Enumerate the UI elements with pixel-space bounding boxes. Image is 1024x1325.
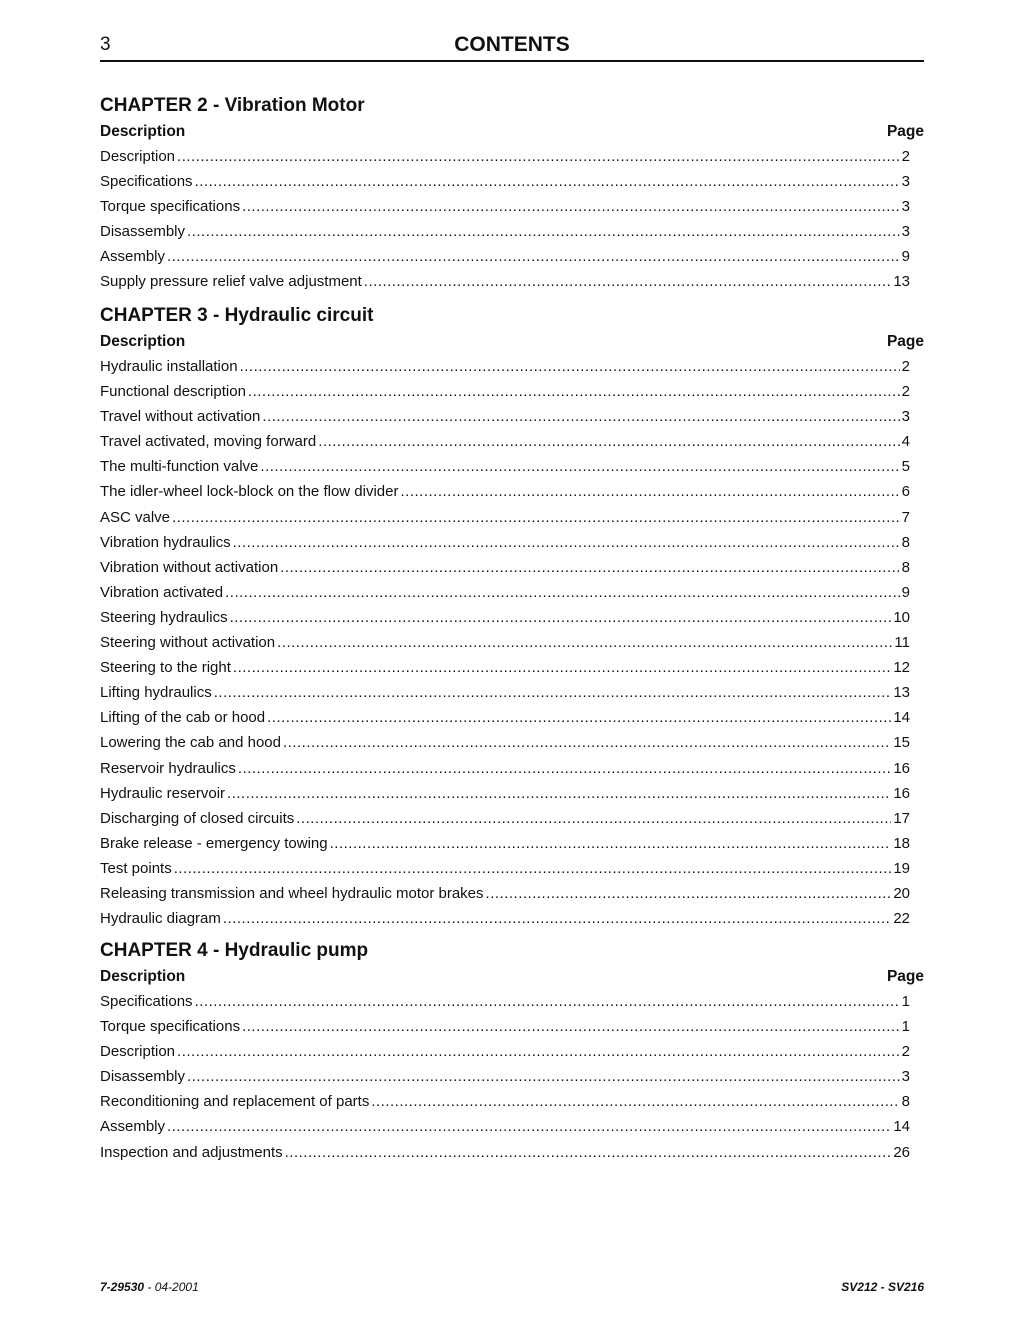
toc-entry-label: The idler-wheel lock-block on the flow divider — [100, 483, 399, 501]
dot-leader — [242, 1014, 900, 1039]
dot-leader — [296, 806, 891, 831]
dot-leader — [262, 404, 899, 429]
toc-entry-label: Steering hydraulics — [100, 608, 228, 626]
toc-entry-label: Reconditioning and replacement of parts — [100, 1093, 370, 1111]
toc-entry — [100, 169, 910, 194]
toc-entry-label: Hydraulic installation — [100, 358, 238, 375]
toc-entry-page: 8 — [901, 1093, 910, 1111]
toc-entry-page: 3 — [901, 1068, 910, 1086]
dot-leader — [280, 555, 899, 580]
toc-entry-page: 1 — [901, 993, 910, 1010]
dot-leader — [230, 605, 892, 630]
page-column-header: Page — [886, 968, 924, 985]
chapter-3-section — [100, 302, 924, 931]
toc-entry-page: 7 — [901, 508, 910, 526]
toc-entry-page: 22 — [893, 910, 910, 928]
dot-leader — [283, 730, 891, 755]
toc-entry-label: Discharging of closed circuits — [100, 809, 295, 827]
toc-entry-label: Hydraulic reservoir — [100, 784, 226, 802]
toc-entry — [100, 404, 910, 429]
toc-entry-page: 17 — [893, 809, 910, 827]
page-number: 3 — [100, 34, 111, 55]
toc-entry — [100, 655, 910, 680]
doc-date: - 04-2001 — [144, 1280, 199, 1294]
toc-entry-label: Steering to the right — [100, 659, 231, 677]
column-header-row — [100, 329, 924, 354]
dot-leader — [172, 505, 900, 530]
toc-entry-label: Travel without activation — [100, 408, 261, 426]
toc-entry-page: 8 — [901, 558, 910, 576]
toc-entry-label: Releasing transmission and wheel hydraulic motor brakes — [100, 884, 484, 902]
dot-leader — [260, 454, 899, 479]
toc-entry-page: 3 — [901, 173, 910, 191]
toc-entry — [100, 881, 910, 906]
toc-entry-page: 13 — [893, 273, 910, 291]
dot-leader — [242, 194, 900, 219]
toc-entry-page: 2 — [901, 358, 910, 375]
toc-entry-page: 2 — [901, 383, 910, 401]
dot-leader — [400, 479, 899, 504]
toc-entry-label: The multi-function valve — [100, 458, 259, 476]
toc-entry-label: Torque specifications — [100, 198, 241, 216]
dot-leader — [195, 989, 900, 1014]
column-header-row — [100, 119, 924, 144]
toc-entry-label: Disassembly — [100, 1068, 186, 1086]
dot-leader — [486, 881, 892, 906]
toc-entry-label: Test points — [100, 859, 172, 877]
column-header-row — [100, 964, 924, 989]
dot-leader — [285, 1140, 892, 1165]
dot-leader — [187, 219, 900, 244]
toc-entry-page: 3 — [901, 408, 910, 426]
toc-entry-label: Vibration activated — [100, 583, 224, 601]
toc-entry-label: Vibration hydraulics — [100, 533, 231, 551]
toc-entry-page: 15 — [893, 734, 910, 752]
dot-leader — [248, 379, 900, 404]
toc-entry-label: Functional description — [100, 383, 246, 401]
toc-entry — [100, 379, 910, 404]
toc-entry — [100, 605, 910, 630]
dot-leader — [364, 269, 892, 294]
dot-leader — [167, 1114, 891, 1139]
toc-entry-page: 10 — [893, 608, 910, 626]
toc-entry — [100, 244, 910, 269]
toc-entry — [100, 194, 910, 219]
toc-entry-label: Inspection and adjustments — [100, 1143, 283, 1161]
toc-entry-page: 16 — [893, 759, 910, 777]
chapter-2-section — [100, 92, 924, 295]
page-header — [100, 32, 924, 62]
toc-entry-page: 26 — [893, 1143, 910, 1161]
chapter-title: CHAPTER 3 - Hydraulic circuit — [100, 305, 374, 326]
dot-leader — [233, 655, 891, 680]
toc-entry-label: Travel activated, moving forward — [100, 433, 317, 451]
dot-leader — [277, 630, 892, 655]
toc-entry-label: Steering without activation — [100, 634, 276, 652]
dot-leader — [233, 530, 900, 555]
dot-leader — [318, 429, 899, 454]
toc-entry-page: 12 — [893, 659, 910, 677]
toc-list — [100, 354, 924, 931]
toc-entry — [100, 580, 910, 605]
dot-leader — [174, 856, 892, 881]
model-numbers: SV212 - SV216 — [841, 1280, 924, 1294]
description-column-header: Description — [100, 968, 186, 985]
toc-entry-page: 6 — [901, 483, 910, 501]
toc-entry — [100, 530, 910, 555]
toc-entry — [100, 219, 910, 244]
toc-entry-page: 19 — [893, 859, 910, 877]
toc-entry-page: 2 — [901, 148, 910, 165]
toc-entry — [100, 906, 910, 931]
dot-leader — [330, 831, 892, 856]
toc-entry-page: 5 — [901, 458, 910, 476]
description-column-header: Description — [100, 333, 186, 350]
toc-entry — [100, 269, 910, 294]
page-column-header: Page — [886, 123, 924, 140]
page-footer — [100, 1280, 924, 1296]
toc-entry-label: Disassembly — [100, 223, 186, 241]
description-column-header: Description — [100, 123, 186, 140]
toc-entry — [100, 730, 910, 755]
toc-entry-label: Brake release - emergency towing — [100, 834, 328, 852]
toc-entry — [100, 454, 910, 479]
toc-entry-page: 1 — [901, 1018, 910, 1036]
toc-entry-label: Lifting of the cab or hood — [100, 709, 266, 727]
toc-entry-page: 11 — [894, 634, 910, 652]
doc-number: 7-29530 — [100, 1280, 145, 1294]
chapter-4-section — [100, 937, 924, 1165]
toc-entry-label: Description — [100, 148, 176, 165]
toc-entry — [100, 781, 910, 806]
page-column-header: Page — [886, 333, 924, 350]
toc-entry-label: Torque specifications — [100, 1018, 241, 1036]
dot-leader — [177, 144, 900, 169]
dot-leader — [225, 580, 900, 605]
dot-leader — [187, 1064, 900, 1089]
toc-entry-page: 3 — [901, 223, 910, 241]
dot-leader — [195, 169, 900, 194]
footer-doc-info — [100, 1280, 199, 1294]
toc-entry-label: Reservoir hydraulics — [100, 759, 236, 777]
toc-entry-label: Specifications — [100, 173, 193, 191]
toc-entry-label: Assembly — [100, 1118, 166, 1136]
toc-entry — [100, 630, 910, 655]
dot-leader — [214, 680, 892, 705]
toc-entry-label: ASC valve — [100, 508, 171, 526]
page-title: CONTENTS — [454, 33, 570, 56]
toc-entry-label: Lowering the cab and hood — [100, 734, 281, 752]
toc-entry-page: 14 — [893, 709, 910, 727]
toc-entry-label: Supply pressure relief valve adjustment — [100, 273, 362, 291]
toc-entry-label: Vibration without activation — [100, 558, 279, 576]
toc-entry — [100, 144, 910, 169]
toc-entry-label: Assembly — [100, 248, 166, 266]
dot-leader — [267, 705, 891, 730]
toc-entry — [100, 989, 910, 1014]
toc-entry-page: 9 — [901, 583, 910, 601]
toc-entry — [100, 1039, 910, 1064]
toc-entry — [100, 1089, 910, 1114]
toc-entry-label: Description — [100, 1043, 176, 1061]
toc-entry-page: 14 — [893, 1118, 910, 1136]
toc-entry — [100, 555, 910, 580]
dot-leader — [227, 781, 891, 806]
toc-entry — [100, 1064, 910, 1089]
chapter-title: CHAPTER 2 - Vibration Motor — [100, 95, 365, 116]
toc-list — [100, 989, 924, 1165]
toc-entry — [100, 1140, 910, 1165]
toc-entry — [100, 831, 910, 856]
toc-entry-page: 16 — [893, 784, 910, 802]
dot-leader — [177, 1039, 900, 1064]
dot-leader — [223, 906, 891, 931]
toc-entry-label: Lifting hydraulics — [100, 684, 212, 702]
toc-entry-page: 2 — [901, 1043, 910, 1061]
toc-entry — [100, 429, 910, 454]
toc-entry-page: 13 — [893, 684, 910, 702]
dot-leader — [167, 244, 900, 269]
toc-list — [100, 144, 924, 295]
toc-entry — [100, 354, 910, 379]
chapter-title: CHAPTER 4 - Hydraulic pump — [100, 940, 369, 961]
dot-leader — [240, 354, 900, 379]
toc-entry — [100, 856, 910, 881]
toc-entry-page: 8 — [901, 533, 910, 551]
toc-entry — [100, 806, 910, 831]
toc-entry-page: 20 — [893, 884, 910, 902]
toc-entry-page: 4 — [901, 433, 910, 451]
dot-leader — [371, 1089, 899, 1114]
toc-entry — [100, 479, 910, 504]
toc-entry — [100, 680, 910, 705]
toc-entry-page: 18 — [893, 834, 910, 852]
toc-entry — [100, 1114, 910, 1139]
toc-entry-label: Specifications — [100, 993, 193, 1010]
toc-entry — [100, 505, 910, 530]
toc-entry — [100, 705, 910, 730]
dot-leader — [238, 756, 891, 781]
toc-entry — [100, 1014, 910, 1039]
toc-entry-page: 9 — [901, 248, 910, 266]
toc-entry-page: 3 — [901, 198, 910, 216]
toc-entry — [100, 756, 910, 781]
toc-entry-label: Hydraulic diagram — [100, 910, 221, 928]
